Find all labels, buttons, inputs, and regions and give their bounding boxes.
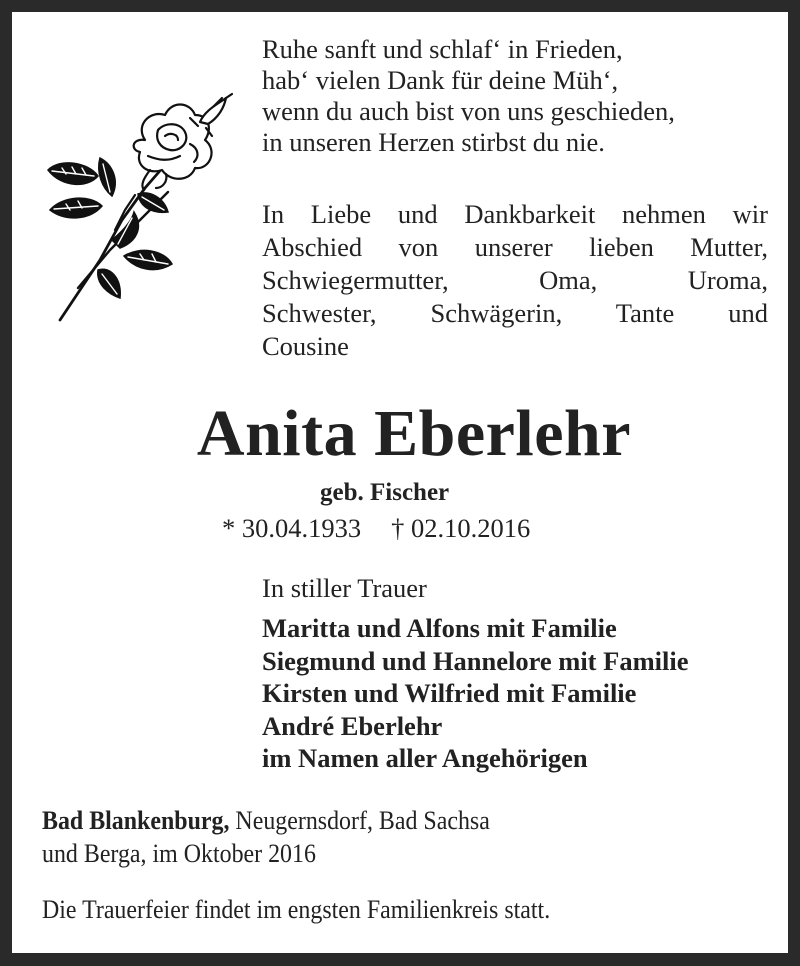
place-main: Bad Blankenburg, — [42, 806, 230, 835]
verse-line: hab‘ vielen Dank für deine Müh‘, — [262, 65, 619, 95]
maiden-name: geb. Fischer — [320, 479, 450, 506]
memorial-verse — [262, 34, 782, 158]
intro-line: Cousine — [262, 331, 349, 361]
obituary-notice — [12, 12, 788, 953]
mourner-entry: Siegmund und Hannelore mit Familie — [262, 645, 689, 676]
intro-line: Schwester, Schwägerin, Tante und — [262, 298, 768, 328]
verse-line: wenn du auch bist von uns geschieden, — [262, 96, 675, 126]
mourning-label: In stiller Trauer — [262, 573, 427, 603]
ceremony-note: Die Trauerfeier findet im engsten Familienkreis statt. — [42, 895, 551, 924]
mourner-entry: Maritta und Alfons mit Familie — [262, 613, 617, 643]
intro-line: In Liebe und Dankbarkeit nehmen wir — [262, 199, 768, 229]
mourner-entry: Kirsten und Wilfried mit Familie — [262, 678, 637, 708]
rose-icon — [40, 70, 250, 330]
mourner-entry: André Eberlehr — [262, 710, 443, 741]
verse-line: Ruhe sanft und schlaf‘ in Frieden, — [262, 34, 623, 64]
place-and-date — [42, 804, 490, 870]
verse-line: in unseren Herzen stirbst du nie. — [262, 127, 605, 157]
mourners-list — [262, 612, 689, 775]
farewell-intro — [262, 198, 768, 363]
deceased-name: Anita Eberlehr — [196, 397, 632, 470]
intro-line: Abschied von unserer lieben Mutter, — [262, 232, 768, 262]
life-dates — [222, 512, 530, 544]
intro-line: Schwiegermutter, Oma, Uroma, — [262, 265, 768, 295]
place-line2: und Berga, im Oktober 2016 — [42, 839, 316, 868]
birth-date: * 30.04.1933 — [222, 513, 362, 543]
place-rest: Neugernsdorf, Bad Sachsa — [229, 806, 490, 835]
death-date: † 02.10.2016 — [391, 513, 531, 543]
mourner-entry: im Namen aller Angehörigen — [262, 743, 588, 773]
